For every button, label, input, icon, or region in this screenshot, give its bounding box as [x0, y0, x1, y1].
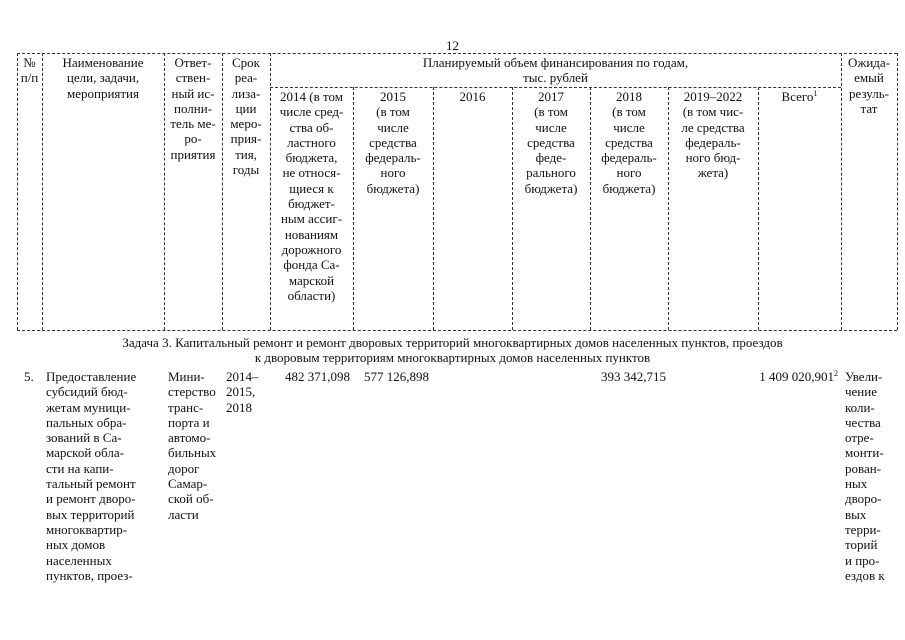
header-name: Наименование цели, задачи, мероприятия	[62, 55, 144, 101]
col-divider-10	[758, 87, 759, 330]
page-number: 12	[446, 38, 459, 53]
header-total	[758, 89, 841, 104]
header-year-2017: 2017 (в том числе средства феде- рального бюджета)	[524, 89, 578, 196]
row-value-total	[730, 369, 838, 384]
row-value-2015: 577 126,898	[364, 369, 429, 384]
years-header-divider	[270, 87, 841, 88]
header-year-2019-2022: 2019–2022 (в том чис- ле средства федераль- ного бюд- жета)	[681, 89, 745, 181]
header-num: № п/п	[20, 55, 39, 86]
col-divider-6	[433, 87, 434, 330]
row-name: Предоставление субсидий бюд- жетам муници- пальных обра- зований в Са- марской обла- сти на капи- тальный ремонт и ремонт дворо- вых территорий многоквартир- ных домов населенных пунктов, проез-	[46, 369, 137, 583]
header-total-label: Всего	[781, 89, 814, 104]
header-year-2014: 2014 (в том числе сред- ства об- ластного бюджета, не относя- щиеся к бюджет- ным ассиг- нованиям дорожного фонда Са- марской области)	[279, 89, 344, 303]
row-value-2018: 393 342,715	[601, 369, 666, 384]
header-financing: Планируемый объем финансирования по годам,	[422, 55, 689, 70]
header-term: Срок реа- лиза- ции меро- прия- тия, годы	[230, 55, 262, 178]
row-term: 2014– 2015, 2018	[226, 369, 259, 415]
row-value-2014: 482 371,098	[285, 369, 350, 384]
header-responsible: Ответ- ствен- ный ис- полни- тель ме- ро- приятия	[170, 55, 216, 162]
row-responsible: Мини- стерство транс- порта и автомо- бильных дорог Самар- ской об- ласти	[168, 369, 217, 522]
table-top-border	[17, 53, 897, 54]
row-total-value: 1 409 020,901	[759, 369, 834, 384]
header-year-2016: 2016	[459, 89, 486, 104]
header-year-2018: 2018 (в том числе средства федераль- ного бюджета)	[601, 89, 657, 196]
footnote-marker: 2	[834, 369, 838, 378]
table-right-border	[897, 53, 898, 330]
footnote-marker: 1	[813, 89, 818, 98]
row-result: Увели- чение коли- чества отре- монти- рован- ных дворо- вых терри- торий и про- ездов к	[845, 369, 885, 583]
header-financing-unit: тыс. рублей	[523, 70, 588, 85]
row-number: 5.	[24, 369, 34, 384]
header-result: Ожида- емый резуль- тат	[847, 55, 891, 116]
table-header-bottom-border	[17, 330, 897, 331]
task-title-line-1: Задача 3. Капитальный ремонт и ремонт дворовых территорий многоквартирных домов населенных пунктов, проездов	[122, 335, 783, 350]
task-title-line-2: к дворовым территориям многоквартирных домов населенных пунктов	[254, 350, 651, 365]
table-left-border	[17, 53, 18, 330]
header-year-2015: 2015 (в том числе средства федераль- ного бюджета)	[365, 89, 421, 196]
